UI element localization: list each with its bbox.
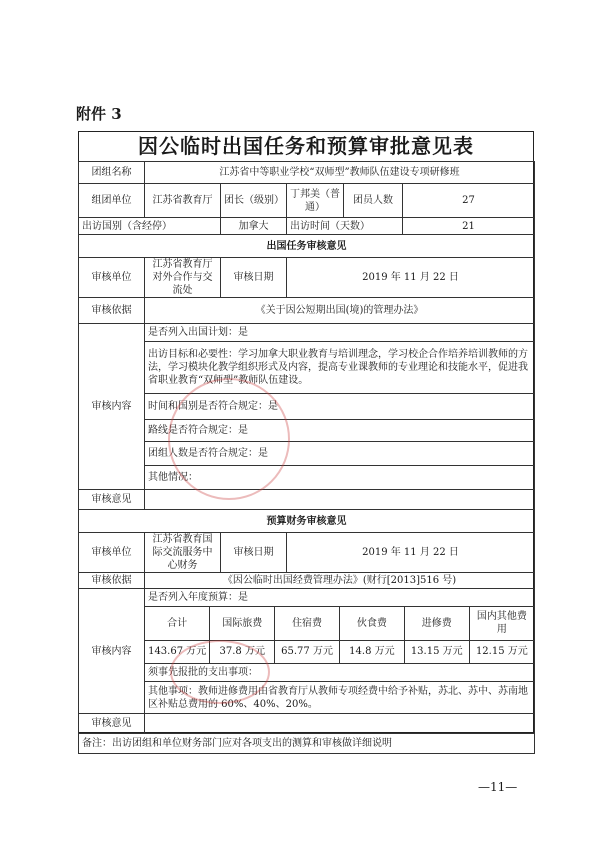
task-review-date-value: 2019 年 11 月 22 日 xyxy=(287,258,535,298)
group-name-value: 江苏省中等职业学校“双师型”教师队伍建设专项研修班 xyxy=(145,162,535,184)
members-label: 团员人数 xyxy=(344,184,403,218)
budget-other-items: 其他事项：教师进修费用由省教育厅从教师专项经费中给予补贴，苏北、苏中、苏南地区补贴总费用的 60%、40%、20%。 xyxy=(145,682,535,714)
task-review-unit-label: 审核单位 xyxy=(79,258,145,298)
task-basis-value: 《关于因公短期出国(境)的管理办法》 xyxy=(145,298,535,324)
budget-value: 14.8 万元 xyxy=(339,640,404,663)
budget-header: 国际旅费 xyxy=(210,607,275,640)
duration-label: 出访时间（天数） xyxy=(287,218,403,235)
budget-basis-value: 《因公临时出国经费管理办法》(财行[2013]516 号) xyxy=(145,573,535,589)
form-title: 因公临时出国任务和预算审批意见表 xyxy=(138,134,474,158)
budget-value: 65.77 万元 xyxy=(275,640,340,663)
budget-breakdown-table xyxy=(145,607,534,663)
task-item-group-size: 团组人数是否符合规定：是 xyxy=(145,442,535,466)
task-opinion-value xyxy=(145,490,535,510)
org-unit-label: 组团单位 xyxy=(79,184,145,218)
leader-label: 团长（级别） xyxy=(221,184,287,218)
budget-review-date-label: 审核日期 xyxy=(221,533,287,573)
remark: 备注：出访团组和单位财务部门应对各项支出的测算和审核做详细说明 xyxy=(79,734,535,754)
task-section-header: 出国任务审核意见 xyxy=(79,235,535,258)
budget-value: 12.15 万元 xyxy=(469,640,534,663)
task-item-other: 其他情况： xyxy=(145,466,535,490)
budget-header: 伙食费 xyxy=(339,607,404,640)
task-item-time-country: 时间和国别是否符合规定：是 xyxy=(145,394,535,420)
budget-included: 是否列入年度预算：是 xyxy=(145,589,535,607)
org-unit-value: 江苏省教育厅 xyxy=(145,184,221,218)
budget-opinion-label: 审核意见 xyxy=(79,714,145,734)
budget-header: 住宿费 xyxy=(275,607,340,640)
budget-opinion-value xyxy=(145,714,535,734)
task-item-plan: 是否列入出国计划：是 xyxy=(145,324,535,342)
budget-header: 合计 xyxy=(145,607,210,640)
countries-value: 加拿大 xyxy=(221,218,287,235)
task-review-unit-value: 江苏省教育厅对外合作与交流处 xyxy=(145,258,221,298)
attachment-label: 附件 3 xyxy=(76,105,122,123)
budget-header: 进修费 xyxy=(404,607,469,640)
budget-review-date-value: 2019 年 11 月 22 日 xyxy=(287,533,535,573)
duration-value: 21 xyxy=(403,218,535,235)
budget-content-label: 审核内容 xyxy=(79,589,145,714)
budget-value: 13.15 万元 xyxy=(404,640,469,663)
budget-breakdown-cell xyxy=(145,607,535,664)
budget-review-unit-value: 江苏省教育国际交流服务中心财务 xyxy=(145,533,221,573)
budget-header: 国内其他费用 xyxy=(469,607,534,640)
task-content-label: 审核内容 xyxy=(79,324,145,490)
leader-value: 丁邦美（普通） xyxy=(287,184,344,218)
task-opinion-label: 审核意见 xyxy=(79,490,145,510)
members-value: 27 xyxy=(403,184,535,218)
approval-form xyxy=(78,161,535,754)
budget-review-unit-label: 审核单位 xyxy=(79,533,145,573)
task-review-date-label: 审核日期 xyxy=(221,258,287,298)
group-name-label: 团组名称 xyxy=(79,162,145,184)
budget-value: 37.8 万元 xyxy=(210,640,275,663)
budget-basis-label: 审核依据 xyxy=(79,573,145,589)
budget-prior-approval: 须事先报批的支出事项： xyxy=(145,664,535,682)
page-number: —11— xyxy=(478,780,518,794)
task-item-route: 路线是否符合规定：是 xyxy=(145,420,535,442)
countries-label: 出访国别（含经停） xyxy=(79,218,221,235)
budget-section-header: 预算财务审核意见 xyxy=(79,510,535,533)
budget-value: 143.67 万元 xyxy=(145,640,210,663)
task-item-purpose: 出访目标和必要性：学习加拿大职业教育与培训理念，学习校企合作培养培训教师的方法，学习模块化教学组织形式及内容，提高专业课教师的专业理论和技能水平，促进我省职业教育“双师型”教师队伍建设。 xyxy=(145,342,535,394)
task-basis-label: 审核依据 xyxy=(79,298,145,324)
